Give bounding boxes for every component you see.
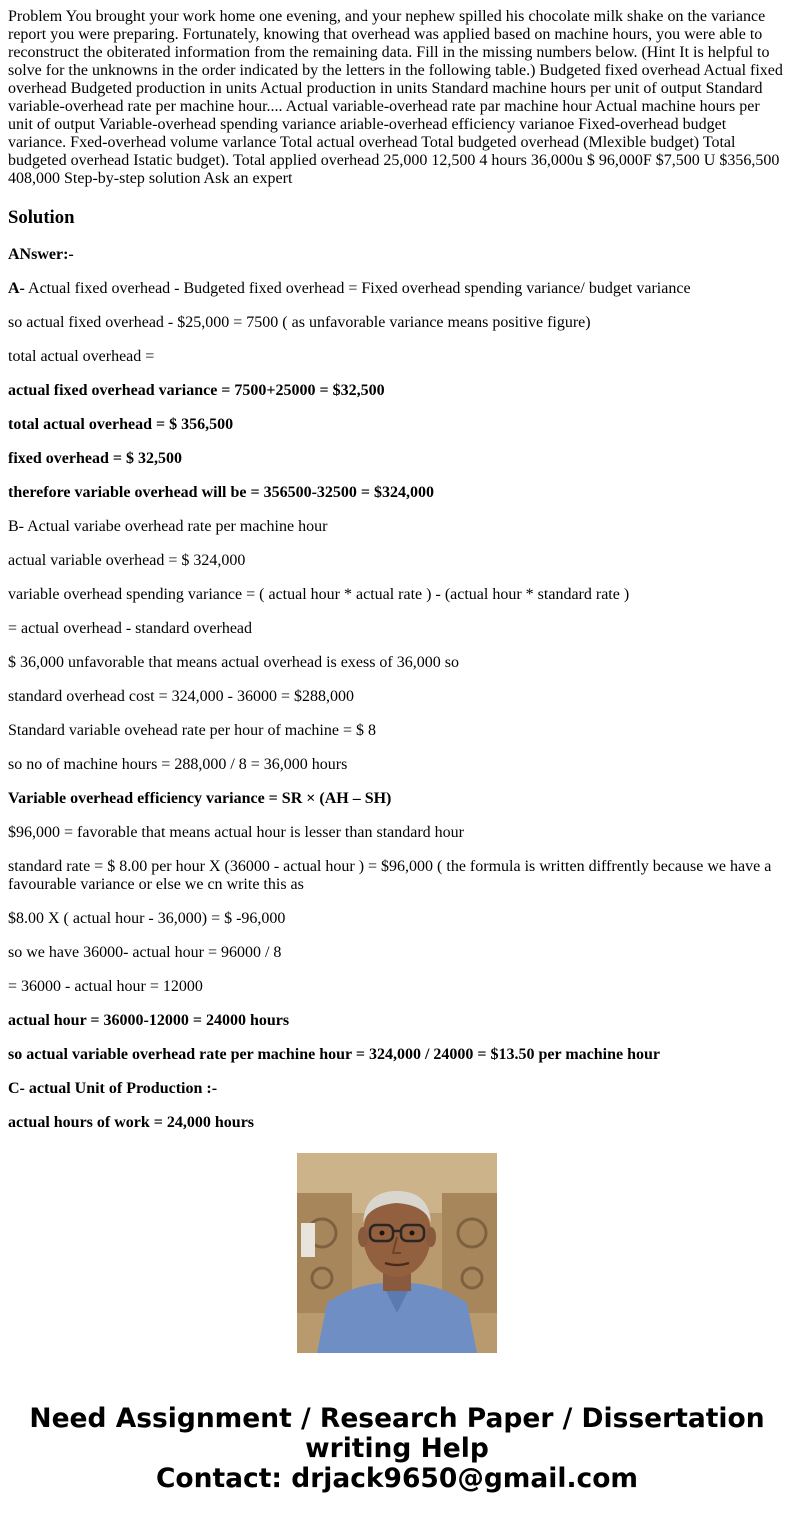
solution-line: total actual overhead = $ 356,500 — [8, 416, 234, 433]
solution-line: actual fixed overhead variance = 7500+25000 = $32,500 — [8, 382, 385, 399]
solution-line: $8.00 X ( actual hour - 36,000) = $ -96,000 — [8, 910, 286, 927]
solution-line: = 36000 - actual hour = 12000 — [8, 978, 203, 995]
solution-line-text: Actual fixed overhead - Budgeted fixed overhead = Fixed overhead spending variance/ budget variance — [24, 280, 691, 297]
problem-text: Problem You brought your work home one evening, and your nephew spilled his chocolate milk shake on the variance report you were preparing. Fortunately, knowing that overhead was applied based on machine hours, you were able to reconstruct the obiterated information from the remaining data. Fill in the missing numbers below. (Hint It is helpful to solve for the unknowns in the order indicated by the letters in the following table.) Budgeted fixed overhead Actual fixed overhead Budgeted production in units Actual production in units Standard machine hours per unit of output Standard variable-overhead rate per machine hour.... Actual variable-overhead rate par machine hour Actual machine hours per unit of output Variable-overhead spending variance ariable-overhead efficiency varianoe Fixed-overhead budget variance. Fxed-overhead volume varlance Total actual overhead Total budgeted overhead (Mlexible budget) Total budgeted overhead Istatic budget). Total applied overhead 25,000 12,500 4 hours 36,000u $ 96,000F $7,500 U $356,500 408,000 Step-by-step solution Ask an expert — [8, 8, 783, 187]
banner-contact-line: Contact: drjack9650@gmail.com — [155, 1463, 639, 1494]
expert-avatar — [297, 1153, 497, 1353]
solution-line: actual variable overhead = $ 324,000 — [8, 552, 246, 569]
solution-line: so actual fixed overhead - $25,000 = 7500 ( as unfavorable variance means positive figure) — [8, 314, 591, 331]
solution-line: standard rate = $ 8.00 per hour X (36000 - actual hour ) = $96,000 ( the formula is written diffrently because we have a favourable variance or else we cn write this as — [8, 858, 772, 893]
solution-line: = actual overhead - standard overhead — [8, 620, 253, 637]
solution-line: variable overhead spending variance = ( actual hour * actual rate ) - (actual hour * standard rate ) — [8, 586, 630, 603]
contact-banner — [0, 1404, 794, 1494]
solution-line: actual hour = 36000-12000 = 24000 hours — [8, 1012, 290, 1029]
banner-line-2: writing Help — [305, 1433, 489, 1464]
solution-line: so actual variable overhead rate per machine hour = 324,000 / 24000 = $13.50 per machine hour — [8, 1046, 660, 1063]
part-label: A- — [8, 280, 25, 297]
solution-line: $96,000 = favorable that means actual hour is lesser than standard hour — [8, 824, 464, 841]
answer-label: ANswer:- — [8, 246, 74, 263]
solution-line: Variable overhead efficiency variance = SR × (AH – SH) — [8, 790, 392, 807]
solution-line: so no of machine hours = 288,000 / 8 = 36,000 hours — [8, 756, 348, 773]
solution-line: therefore variable overhead will be = 356500-32500 = $324,000 — [8, 484, 435, 501]
banner-line-1: Need Assignment / Research Paper / Dissertation — [29, 1403, 765, 1434]
solution-line: so we have 36000- actual hour = 96000 / 8 — [8, 944, 282, 961]
solution-line: Standard variable ovehead rate per hour of machine = $ 8 — [8, 722, 376, 739]
answer-content — [8, 0, 786, 1131]
solution-line: $ 36,000 unfavorable that means actual overhead is exess of 36,000 so — [8, 654, 459, 671]
solution-line: standard overhead cost = 324,000 - 36000 = $288,000 — [8, 688, 354, 705]
solution-line: fixed overhead = $ 32,500 — [8, 450, 182, 467]
solution-line: actual hours of work = 24,000 hours — [8, 1114, 255, 1131]
solution-line: C- actual Unit of Production :- — [8, 1080, 218, 1097]
solution-line: total actual overhead = — [8, 348, 155, 365]
expert-portrait — [297, 1153, 497, 1353]
solution-heading: Solution — [8, 207, 75, 228]
solution-line — [8, 280, 786, 298]
solution-line: B- Actual variabe overhead rate per machine hour — [8, 518, 328, 535]
